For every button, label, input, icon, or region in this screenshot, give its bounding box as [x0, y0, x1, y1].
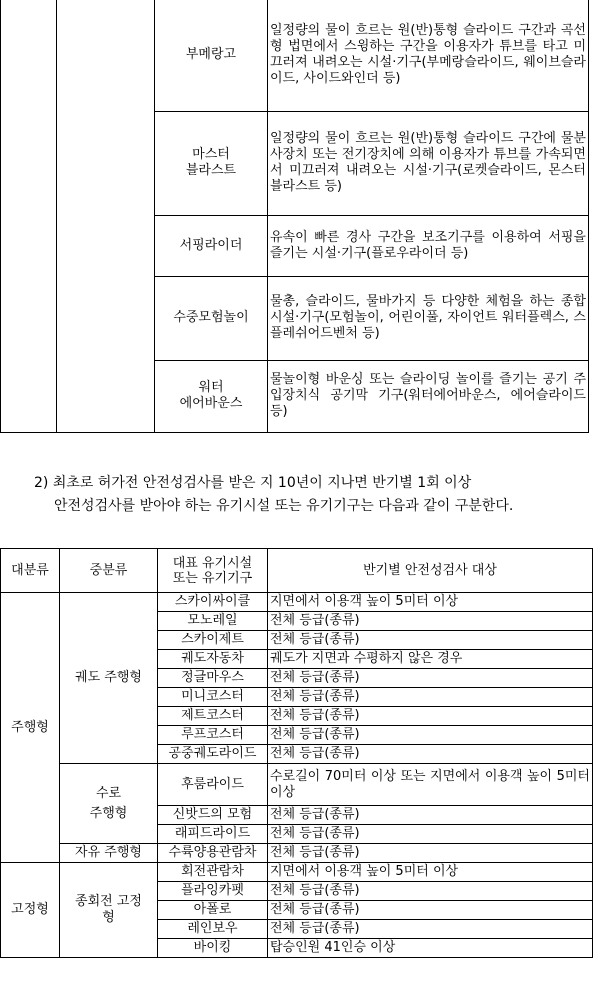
facility-description: 물총, 슬라이드, 물바가지 등 다양한 체험을 하는 종합 시설·기구(모험놀이, 어린이풀, 자이언트 워터플렉스, 스플레쉬어드벤처 등) — [268, 276, 589, 360]
middle-category: 자유 주행형 — [60, 844, 158, 863]
inspection-target: 전체 등급(종류) — [268, 688, 593, 707]
representative-ride: 바이킹 — [158, 939, 268, 958]
inspection-target: 전체 등급(종류) — [268, 631, 593, 650]
section-paragraph — [34, 472, 587, 518]
representative-ride: 스카이제트 — [158, 631, 268, 650]
representative-ride: 미니코스터 — [158, 688, 268, 707]
inspection-target: 전체 등급(종류) — [268, 707, 593, 726]
inspection-target: 지면에서 이용객 높이 5미터 이상 — [268, 863, 593, 882]
representative-ride: 레인보우 — [158, 920, 268, 939]
representative-ride: 궤도자동차 — [158, 650, 268, 669]
representative-ride: 모노레일 — [158, 612, 268, 631]
representative-ride: 공중궤도라이드 — [158, 745, 268, 764]
inspection-target: 전체 등급(종류) — [268, 612, 593, 631]
header-middle: 중분류 — [60, 549, 158, 593]
representative-ride: 신밧드의 모험 — [158, 806, 268, 825]
table-row — [1, 0, 589, 111]
representative-ride: 루프코스터 — [158, 726, 268, 745]
inspection-target: 전체 등급(종류) — [268, 669, 593, 688]
header-representative: 대표 유기시설 또는 유기기구 — [158, 549, 268, 593]
representative-ride: 스카이싸이클 — [158, 593, 268, 612]
facility-name: 마스터 블라스트 — [155, 111, 268, 215]
middle-category: 궤도 주행형 — [60, 593, 158, 764]
inspection-target: 전체 등급(종류) — [268, 920, 593, 939]
facility-description: 유속이 빠른 경사 구간을 보조기구를 이용하여 서핑을 즐기는 시설·기구(플로우라이더 등) — [268, 215, 589, 276]
paragraph-line-1: 2) 최초로 허가전 안전성검사를 받은 지 10년이 지나면 반기별 1회 이상 — [34, 475, 472, 491]
semiannual-inspection-table — [0, 548, 593, 958]
inspection-target: 전체 등급(종류) — [268, 825, 593, 844]
table-row — [1, 863, 593, 882]
paragraph-line-2: 안전성검사를 받아야 하는 유기시설 또는 유기기구는 다음과 같이 구분한다. — [54, 498, 514, 514]
inspection-target: 전체 등급(종류) — [268, 901, 593, 920]
facility-description: 일정량의 물이 흐르는 원(반)통형 슬라이드 구간과 곡선형 법면에서 스윙하는 구간을 이용자가 튜브를 타고 미끄러져 내려오는 시설·기구(부메랑슬라이드, 웨이브슬라이드, 사이드와인더 등) — [268, 0, 589, 111]
inspection-target: 전체 등급(종류) — [268, 844, 593, 863]
water-ride-table — [0, 0, 589, 433]
representative-ride: 플라잉카펫 — [158, 882, 268, 901]
header-major: 대분류 — [1, 549, 60, 593]
major-category: 주행형 — [1, 593, 60, 863]
representative-ride: 래피드라이드 — [158, 825, 268, 844]
middle-category: 종회전 고정 형 — [60, 863, 158, 958]
inspection-target: 전체 등급(종류) — [268, 806, 593, 825]
table-row — [1, 593, 593, 612]
facility-name: 서핑라이더 — [155, 215, 268, 276]
header-target: 반기별 안전성검사 대상 — [268, 549, 593, 593]
representative-ride: 제트코스터 — [158, 707, 268, 726]
facility-description: 물놀이형 바운싱 또는 슬라이딩 놀이를 즐기는 공기 주입장치식 공기막 기구(워터에어바운스, 에어슬라이드 등) — [268, 360, 589, 432]
inspection-target: 전체 등급(종류) — [268, 882, 593, 901]
inspection-target: 수로길이 70미터 이상 또는 지면에서 이용객 높이 5미터 이상 — [268, 764, 593, 806]
major-category: 고정형 — [1, 863, 60, 958]
representative-ride: 아폴로 — [158, 901, 268, 920]
blank-major-cell — [1, 0, 57, 432]
table-row — [1, 844, 593, 863]
inspection-target: 탑승인원 41인승 이상 — [268, 939, 593, 958]
representative-ride: 수륙양용관람차 — [158, 844, 268, 863]
table-row — [1, 764, 593, 806]
facility-name: 수중모험놀이 — [155, 276, 268, 360]
middle-category: 수로 주행형 — [60, 764, 158, 844]
table-header-row — [1, 549, 593, 593]
inspection-target: 전체 등급(종류) — [268, 745, 593, 764]
blank-middle-cell — [57, 0, 155, 432]
representative-ride: 정글마우스 — [158, 669, 268, 688]
inspection-target: 궤도가 지면과 수평하지 않은 경우 — [268, 650, 593, 669]
inspection-target: 전체 등급(종류) — [268, 726, 593, 745]
facility-description: 일정량의 물이 흐르는 원(반)통형 슬라이드 구간에 물분사장치 또는 전기장치에 의해 이용자가 튜브를 가속되면서 미끄러져 내려오는 시설·기구(로켓슬라이드, 몬스터블라스트 등) — [268, 111, 589, 215]
representative-ride: 후룸라이드 — [158, 764, 268, 806]
representative-ride: 회전관람차 — [158, 863, 268, 882]
facility-name: 부메랑고 — [155, 0, 268, 111]
inspection-target: 지면에서 이용객 높이 5미터 이상 — [268, 593, 593, 612]
facility-name: 워터 에어바운스 — [155, 360, 268, 432]
